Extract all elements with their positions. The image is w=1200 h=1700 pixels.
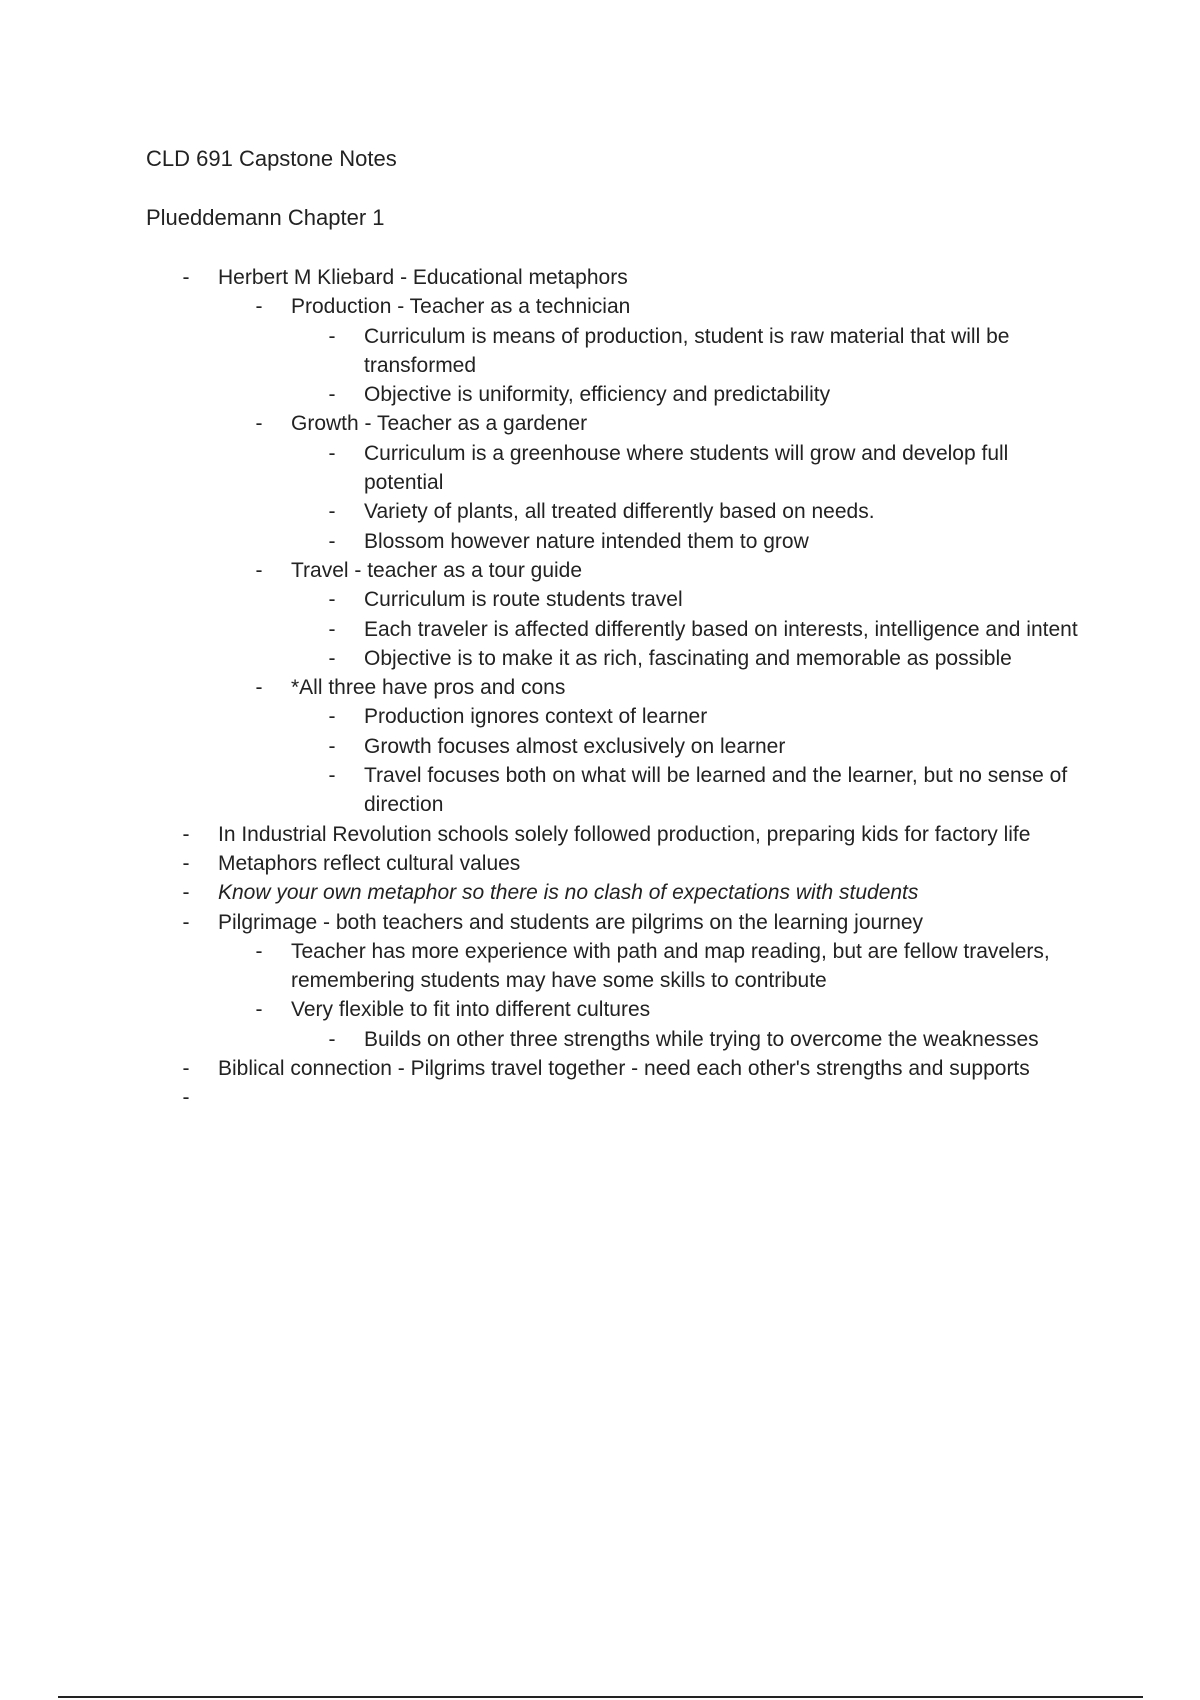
bullet-dash-icon: - [328, 617, 336, 641]
bullet-dash-icon: - [328, 529, 336, 553]
list-item-text: Herbert M Kliebard - Educational metaphors [218, 266, 628, 289]
bullet-dash-icon: - [255, 939, 263, 963]
page-divider [58, 1696, 1143, 1698]
list-item [0, 849, 1200, 878]
list-item-text: Very flexible to fit into different cultures [291, 998, 651, 1022]
bulleted-list [0, 263, 1200, 1113]
bullet-dash-icon: - [328, 646, 336, 670]
bullet-dash-icon: - [328, 1027, 336, 1051]
list-item [0, 439, 1200, 498]
bullet-dash-icon: - [328, 705, 336, 729]
list-item [0, 292, 1200, 321]
list-item-text: Biblical connection - Pilgrims travel together - need each other's strengths and supports [218, 1057, 1030, 1081]
list-item-text: Builds on other three strengths while trying to overcome the weaknesses [364, 1027, 1039, 1051]
bullet-dash-icon: - [255, 295, 263, 319]
page-title: CLD 691 Capstone Notes [146, 146, 397, 171]
list-item-text: Each traveler is affected differently based on interests, intelligence and intent [364, 617, 1078, 641]
list-item [0, 527, 1200, 556]
section-heading: Plueddemann Chapter 1 [146, 205, 385, 230]
bullet-dash-icon: - [182, 266, 190, 289]
bullet-dash-icon: - [255, 412, 263, 436]
list-item [0, 1025, 1200, 1054]
list-item-text [218, 1083, 1118, 1112]
list-item-text: Teacher has more experience with path and map reading, but are fellow travelers, remembering students may have some skills to contribute [291, 939, 1050, 993]
list-item [0, 380, 1200, 409]
bullet-dash-icon: - [255, 998, 263, 1022]
list-item [0, 556, 1200, 585]
list-item-text: In Industrial Revolution schools solely followed production, preparing kids for factory life [218, 822, 1031, 846]
list-item [0, 702, 1200, 731]
bullet-dash-icon: - [182, 822, 190, 846]
list-item [0, 263, 1200, 292]
list-item-text: Objective is uniformity, efficiency and predictability [364, 383, 831, 407]
list-item-text: Objective is to make it as rich, fascinating and memorable as possible [364, 646, 1012, 670]
list-item [0, 673, 1200, 702]
list-item-text: Travel - teacher as a tour guide [291, 558, 583, 582]
list-item-text: Growth - Teacher as a gardener [291, 412, 588, 436]
bullet-dash-icon: - [328, 734, 336, 758]
bullet-dash-icon: - [182, 910, 190, 934]
list-item [0, 497, 1200, 526]
bullet-dash-icon: - [255, 558, 263, 582]
bullet-dash-icon: - [328, 588, 336, 612]
list-item [0, 644, 1200, 673]
list-item [0, 908, 1200, 937]
bullet-dash-icon: - [328, 383, 336, 407]
list-item-text: Production - Teacher as a technician [291, 295, 631, 319]
list-item-text: Variety of plants, all treated differently based on needs. [364, 500, 875, 524]
list-item [0, 995, 1200, 1024]
list-item-text: Blossom however nature intended them to grow [364, 529, 809, 553]
bullet-dash-icon: - [182, 881, 190, 905]
list-item [0, 615, 1200, 644]
list-item-text: Production ignores context of learner [364, 705, 708, 729]
list-item [0, 1083, 1200, 1112]
list-item [0, 937, 1200, 996]
bullet-dash-icon: - [328, 324, 336, 348]
list-item-text: Curriculum is route students travel [364, 588, 683, 612]
list-item-text: Curriculum is means of production, student is raw material that will be transformed [364, 324, 1010, 377]
list-item-text: Pilgrimage - both teachers and students are pilgrims on the learning journey [218, 910, 924, 934]
list-item-text: Know your own metaphor so there is no clash of expectations with students [218, 881, 919, 905]
list-item [0, 732, 1200, 761]
bullet-dash-icon: - [328, 764, 336, 788]
list-item-text: Curriculum is a greenhouse where students will grow and develop full potential [364, 441, 1009, 495]
list-item-text: Travel focuses both on what will be learned and the learner, but no sense of direction [364, 764, 1068, 817]
bullet-dash-icon: - [182, 1057, 190, 1081]
list-item [0, 585, 1200, 614]
bullet-dash-icon: - [328, 500, 336, 524]
list-item [0, 761, 1200, 820]
bullet-dash-icon: - [182, 851, 190, 875]
list-item-text: Growth focuses almost exclusively on learner [364, 734, 786, 758]
list-item [0, 409, 1200, 438]
bullet-dash-icon: - [255, 676, 263, 700]
list-item [0, 878, 1200, 907]
list-item [0, 820, 1200, 849]
list-item-text: Metaphors reflect cultural values [218, 851, 521, 875]
bullet-dash-icon: - [182, 1086, 190, 1110]
list-item [0, 1054, 1200, 1083]
list-item [0, 322, 1200, 381]
bullet-dash-icon: - [328, 441, 336, 465]
list-item-text: *All three have pros and cons [291, 676, 566, 700]
